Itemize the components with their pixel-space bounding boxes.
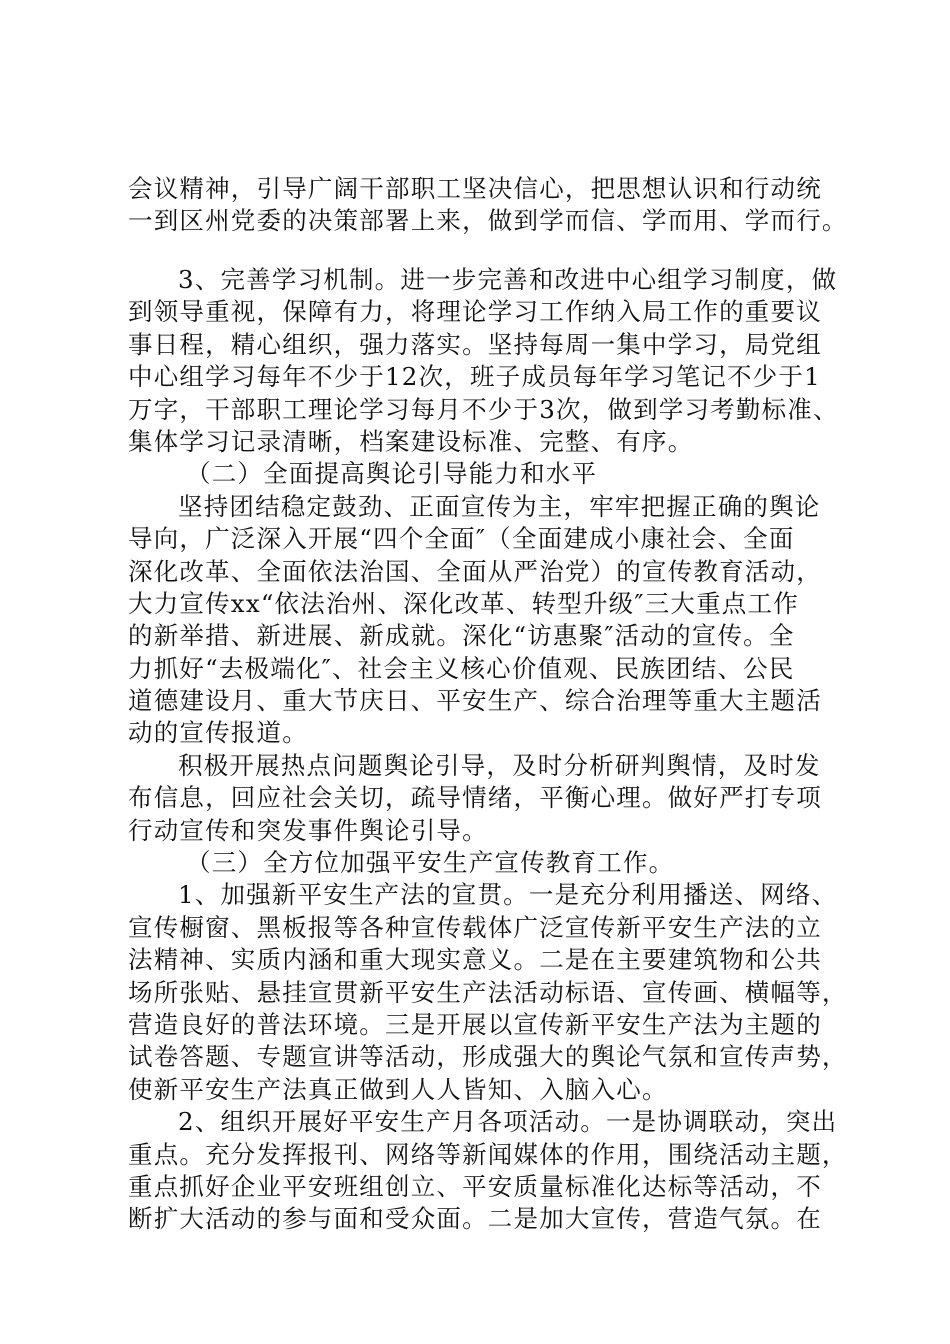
text-line: 重点。充分发挥报刊、网络等新闻媒体的作用，围绕活动主题， bbox=[128, 1139, 848, 1169]
text-line: 的新举措、新进展、新成就。深化“访惠聚″活动的宣传。全 bbox=[128, 621, 795, 651]
paragraph-continuation bbox=[128, 173, 848, 238]
text-line: 集体学习记录清晰，档案建设标准、完整、有序。 bbox=[128, 426, 694, 456]
text-line: 力抓好“去极端化″、社会主义核心价值观、民族团结、公民 bbox=[128, 653, 795, 683]
text-line: 一到区州党委的决策部署上来，做到学而信、学而用、学而行。 bbox=[128, 206, 848, 236]
section-heading: （三）全方位加强平安生产宣传教育工作。 bbox=[186, 848, 675, 878]
paragraph-line: 2、组织开展好平安生产月各项活动。一是协调联动，突出 bbox=[178, 1107, 838, 1137]
text-line: 行动宣传和突发事件舆论引导。 bbox=[128, 815, 488, 845]
text-line: 动的宣传报道。 bbox=[128, 718, 308, 748]
paragraph-line: 3、完善学习机制。进一步完善和改进中心组学习制度，做 bbox=[178, 265, 838, 294]
text-line: 深化改革、全面依法治国、全面从严治党）的宣传教育活动， bbox=[128, 556, 822, 586]
text-line: 会议精神，引导广阔干部职工坚决信心，把思想认识和行动统 bbox=[128, 174, 822, 203]
paragraph-line: 积极开展热点问题舆论引导，及时分析研判舆情，及时发 bbox=[178, 750, 821, 780]
text-line: 万字，干部职工理论学习每月不少于3次，做到学习考勤标准、 bbox=[128, 394, 839, 424]
text-line: 道德建设月、重大节庆日、平安生产、综合治理等重大主题活 bbox=[128, 686, 822, 716]
paragraph-line: 坚持团结稳定鼓劲、正面宣传为主，牢牢把握正确的舆论 bbox=[178, 491, 821, 521]
text-line: 重点抓好企业平安班组创立、平安质量标准化达标等活动，不 bbox=[128, 1171, 822, 1201]
text-line: 到领导重视，保障有力，将理论学习工作纳入局工作的重要议 bbox=[128, 297, 822, 327]
text-line: 中心组学习每年不少于12次，班子成员每年学习笔记不少于1 bbox=[128, 362, 821, 392]
text-line: 使新平安生产法真正做到人人皆知、入脑入心。 bbox=[128, 1074, 668, 1104]
text-line: 法精神、实质内涵和重大现实意义。二是在主要建筑物和公共 bbox=[128, 945, 822, 975]
text-line: 宣传橱窗、黑板报等各种宣传载体广泛宣传新平安生产法的立 bbox=[128, 912, 822, 942]
text-line: 大力宣传xx“依法治州、深化改革、转型升级″三大重点工作 bbox=[128, 588, 799, 618]
paragraph-line: 1、加强新平安生产法的宣贯。一是充分利用播送、网络、 bbox=[178, 880, 838, 910]
text-line: 导向，广泛深入开展“四个全面″（全面建成小康社会、全面 bbox=[128, 524, 795, 554]
text-line: 布信息，回应社会关切，疏导情绪，平衡心理。做好严打专项 bbox=[128, 783, 822, 813]
document-body bbox=[128, 264, 848, 1236]
text-line: 营造良好的普法环境。三是开展以宣传新平安生产法为主题的 bbox=[128, 1009, 822, 1039]
text-line: 试卷答题、专题宣讲等活动，形成强大的舆论气氛和宣传声势， bbox=[128, 1042, 848, 1072]
text-line: 断扩大活动的参与面和受众面。二是加大宣传，营造气氛。在 bbox=[128, 1204, 822, 1234]
section-heading: （二）全面提高舆论引导能力和水平 bbox=[186, 459, 598, 489]
text-line: 事日程，精心组织，强力落实。坚持每周一集中学习，局党组 bbox=[128, 329, 822, 359]
text-line: 场所张贴、悬挂宣贯新平安生产法活动标语、宣传画、横幅等， bbox=[128, 977, 848, 1007]
